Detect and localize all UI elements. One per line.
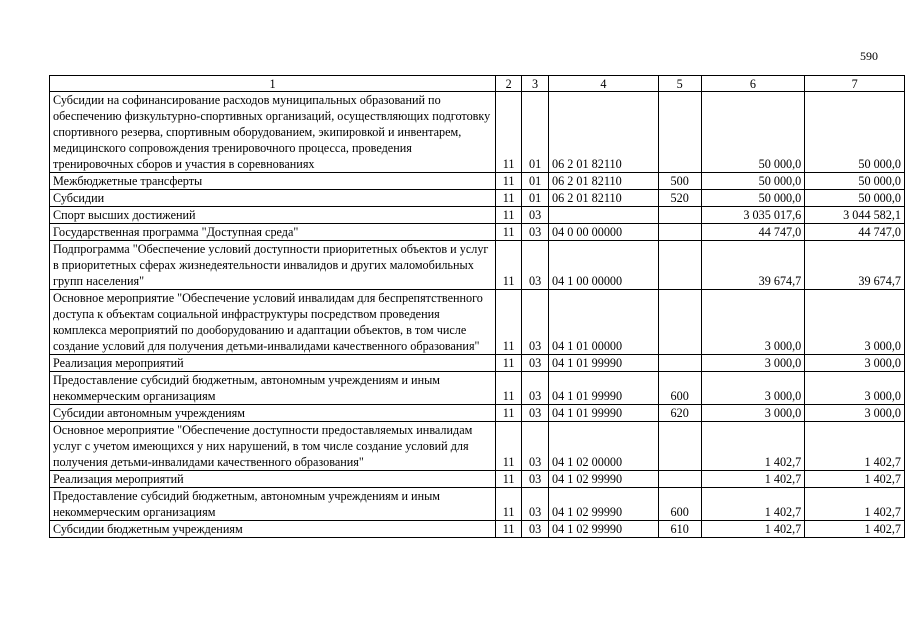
subsection-code: 03 — [522, 488, 549, 521]
row-name: Предоставление субсидий бюджетным, автономным учреждениям и иным некоммерческим организациям — [50, 372, 496, 405]
amount-year-1: 1 402,7 — [701, 488, 805, 521]
header-cell-7: 7 — [805, 76, 905, 92]
expense-type-code: 500 — [658, 173, 701, 190]
expense-type-code: 610 — [658, 521, 701, 538]
row-name: Государственная программа "Доступная среда" — [50, 224, 496, 241]
amount-year-1: 1 402,7 — [701, 422, 805, 471]
row-name: Реализация мероприятий — [50, 471, 496, 488]
header-cell-3: 3 — [522, 76, 549, 92]
amount-year-2: 39 674,7 — [805, 241, 905, 290]
row-name: Субсидии автономным учреждениям — [50, 405, 496, 422]
row-name: Субсидии на софинансирование расходов муниципальных образований по обеспечению физкультурно-спортивных организаций, осуществляющих подготовку спортивного резерва, спортивным оборудованием, экипировкой и инвентарем, медицинского сопровождения тренировочного процесса, проведения тренировочных сборов и участия в соревнованиях — [50, 92, 496, 173]
expense-type-code: 620 — [658, 405, 701, 422]
table-row — [50, 290, 905, 355]
table-row — [50, 405, 905, 422]
amount-year-1: 1 402,7 — [701, 521, 805, 538]
table-row — [50, 224, 905, 241]
section-code: 11 — [496, 521, 522, 538]
expense-type-code — [658, 290, 701, 355]
expense-type-code: 600 — [658, 372, 701, 405]
subsection-code: 03 — [522, 422, 549, 471]
table-row — [50, 471, 905, 488]
expense-type-code — [658, 355, 701, 372]
target-article-code — [549, 207, 659, 224]
row-name: Реализация мероприятий — [50, 355, 496, 372]
section-code: 11 — [496, 488, 522, 521]
row-name: Подпрограмма "Обеспечение условий доступности приоритетных объектов и услуг в приоритетных сферах жизнедеятельности инвалидов и других маломобильных групп населения" — [50, 241, 496, 290]
subsection-code: 03 — [522, 290, 549, 355]
amount-year-2: 1 402,7 — [805, 422, 905, 471]
section-code: 11 — [496, 422, 522, 471]
target-article-code: 04 1 00 00000 — [549, 241, 659, 290]
subsection-code: 03 — [522, 224, 549, 241]
page-number: 590 — [860, 49, 878, 63]
amount-year-2: 3 000,0 — [805, 290, 905, 355]
table-row — [50, 92, 905, 173]
amount-year-1: 3 035 017,6 — [701, 207, 805, 224]
amount-year-1: 44 747,0 — [701, 224, 805, 241]
amount-year-1: 39 674,7 — [701, 241, 805, 290]
target-article-code: 06 2 01 82110 — [549, 190, 659, 207]
section-code: 11 — [496, 405, 522, 422]
amount-year-1: 1 402,7 — [701, 471, 805, 488]
amount-year-2: 44 747,0 — [805, 224, 905, 241]
subsection-code: 01 — [522, 190, 549, 207]
amount-year-2: 3 044 582,1 — [805, 207, 905, 224]
amount-year-2: 3 000,0 — [805, 372, 905, 405]
table-row — [50, 241, 905, 290]
row-name: Межбюджетные трансферты — [50, 173, 496, 190]
target-article-code: 04 1 01 99990 — [549, 405, 659, 422]
expense-type-code — [658, 422, 701, 471]
target-article-code: 04 0 00 00000 — [549, 224, 659, 241]
amount-year-2: 3 000,0 — [805, 405, 905, 422]
header-cell-1: 1 — [50, 76, 496, 92]
row-name: Спорт высших достижений — [50, 207, 496, 224]
amount-year-2: 1 402,7 — [805, 488, 905, 521]
amount-year-2: 50 000,0 — [805, 92, 905, 173]
section-code: 11 — [496, 290, 522, 355]
amount-year-1: 50 000,0 — [701, 190, 805, 207]
expense-type-code — [658, 224, 701, 241]
amount-year-2: 50 000,0 — [805, 190, 905, 207]
table-row — [50, 190, 905, 207]
target-article-code: 06 2 01 82110 — [549, 92, 659, 173]
amount-year-1: 50 000,0 — [701, 173, 805, 190]
header-row — [50, 76, 905, 92]
row-name: Субсидии бюджетным учреждениям — [50, 521, 496, 538]
subsection-code: 01 — [522, 173, 549, 190]
target-article-code: 04 1 02 99990 — [549, 521, 659, 538]
section-code: 11 — [496, 355, 522, 372]
amount-year-1: 3 000,0 — [701, 372, 805, 405]
table-row — [50, 521, 905, 538]
amount-year-2: 1 402,7 — [805, 521, 905, 538]
section-code: 11 — [496, 92, 522, 173]
header-cell-2: 2 — [496, 76, 522, 92]
table-row — [50, 355, 905, 372]
subsection-code: 03 — [522, 405, 549, 422]
amount-year-2: 1 402,7 — [805, 471, 905, 488]
expense-type-code — [658, 471, 701, 488]
table-body — [50, 92, 905, 538]
header-cell-4: 4 — [549, 76, 659, 92]
table-row — [50, 488, 905, 521]
amount-year-1: 50 000,0 — [701, 92, 805, 173]
expense-type-code: 600 — [658, 488, 701, 521]
section-code: 11 — [496, 207, 522, 224]
header-cell-5: 5 — [658, 76, 701, 92]
table-row — [50, 173, 905, 190]
amount-year-2: 50 000,0 — [805, 173, 905, 190]
table-row — [50, 372, 905, 405]
target-article-code: 04 1 01 00000 — [549, 290, 659, 355]
table-row — [50, 207, 905, 224]
subsection-code: 03 — [522, 355, 549, 372]
row-name: Основное мероприятие "Обеспечение доступности предоставляемых инвалидам услуг с учетом имеющихся у них нарушений, в том числе создание условий для получения детьми-инвалидами качественного образования" — [50, 422, 496, 471]
subsection-code: 03 — [522, 471, 549, 488]
expense-type-code — [658, 92, 701, 173]
subsection-code: 01 — [522, 92, 549, 173]
section-code: 11 — [496, 471, 522, 488]
expense-type-code — [658, 207, 701, 224]
section-code: 11 — [496, 224, 522, 241]
row-name: Субсидии — [50, 190, 496, 207]
budget-table — [49, 75, 905, 538]
subsection-code: 03 — [522, 521, 549, 538]
amount-year-1: 3 000,0 — [701, 355, 805, 372]
section-code: 11 — [496, 241, 522, 290]
subsection-code: 03 — [522, 207, 549, 224]
amount-year-1: 3 000,0 — [701, 290, 805, 355]
expense-type-code: 520 — [658, 190, 701, 207]
section-code: 11 — [496, 190, 522, 207]
target-article-code: 04 1 01 99990 — [549, 372, 659, 405]
subsection-code: 03 — [522, 372, 549, 405]
row-name: Предоставление субсидий бюджетным, автономным учреждениям и иным некоммерческим организациям — [50, 488, 496, 521]
target-article-code: 04 1 02 00000 — [549, 422, 659, 471]
target-article-code: 04 1 02 99990 — [549, 488, 659, 521]
row-name: Основное мероприятие "Обеспечение условий инвалидам для беспрепятственного доступа к объектам социальной инфраструктуры посредством проведения комплекса мероприятий по дооборудованию и адаптации объектов, в том числе создание условий для получения детьми-инвалидами качественного образования" — [50, 290, 496, 355]
amount-year-1: 3 000,0 — [701, 405, 805, 422]
target-article-code: 04 1 02 99990 — [549, 471, 659, 488]
section-code: 11 — [496, 173, 522, 190]
header-cell-6: 6 — [701, 76, 805, 92]
amount-year-2: 3 000,0 — [805, 355, 905, 372]
target-article-code: 06 2 01 82110 — [549, 173, 659, 190]
subsection-code: 03 — [522, 241, 549, 290]
target-article-code: 04 1 01 99990 — [549, 355, 659, 372]
expense-type-code — [658, 241, 701, 290]
table-row — [50, 422, 905, 471]
section-code: 11 — [496, 372, 522, 405]
